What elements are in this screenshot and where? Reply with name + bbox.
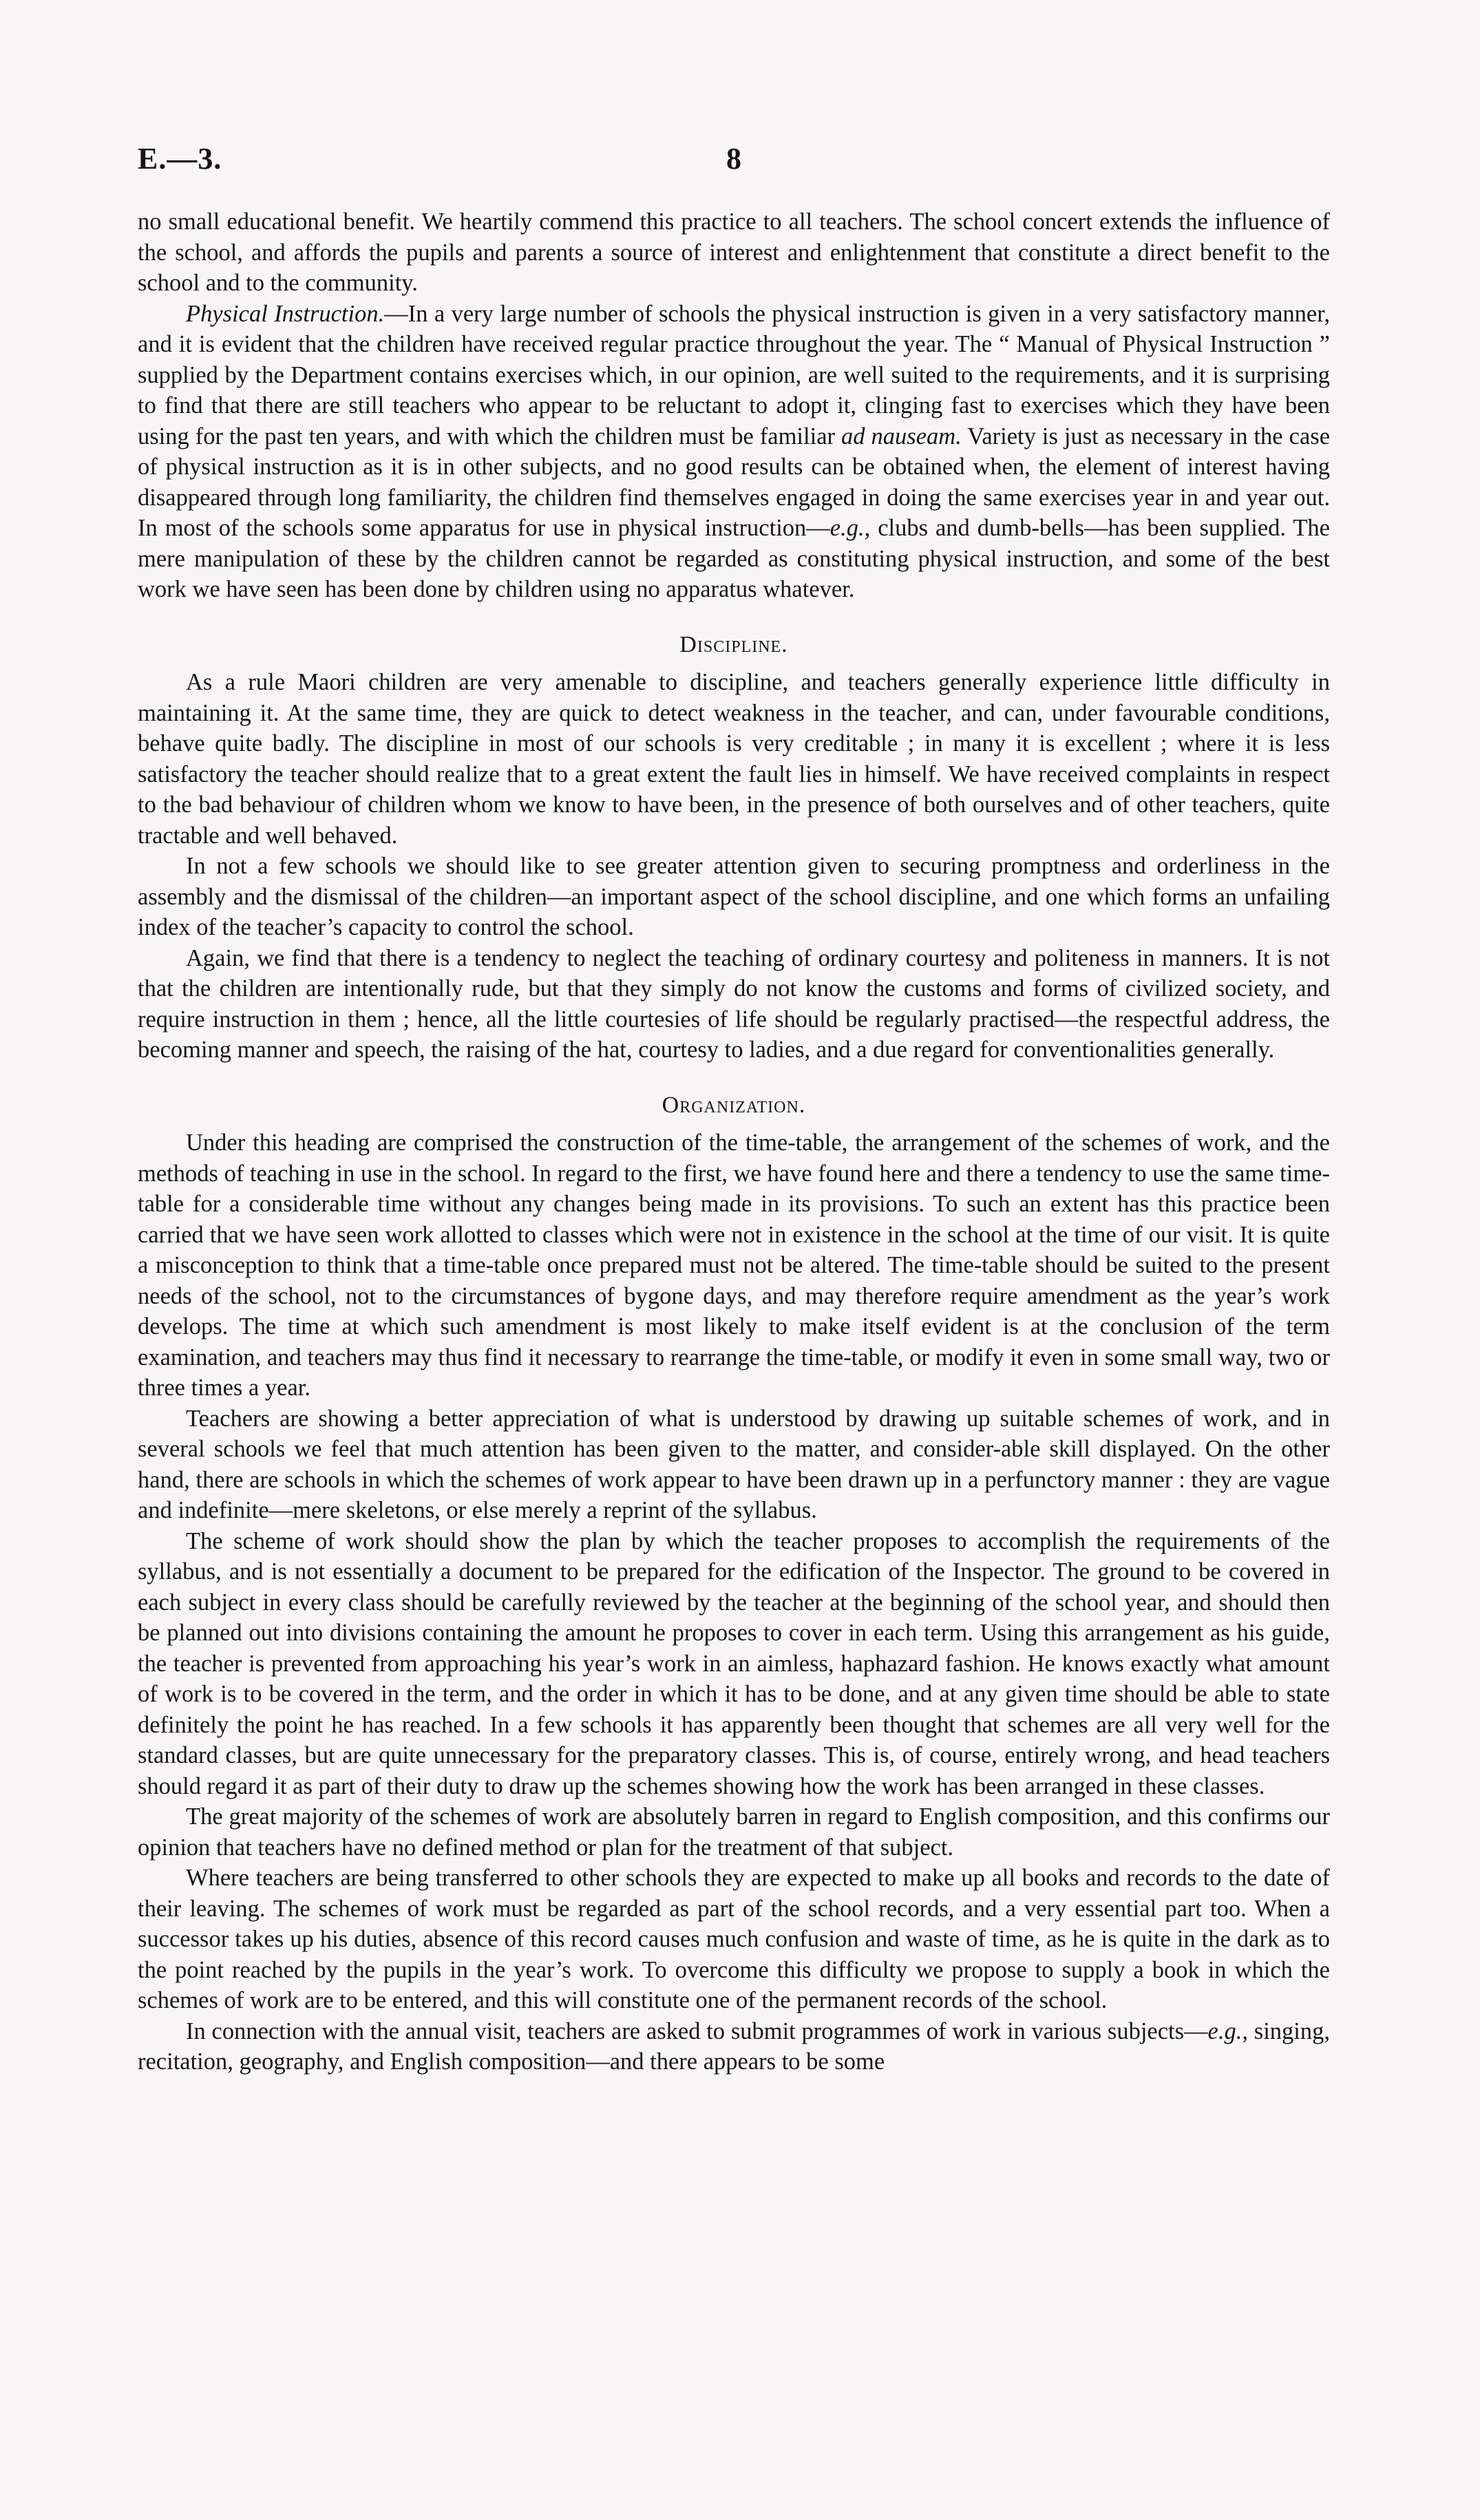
discipline-paragraph-2: In not a few schools we should like to see greater attention given to securing promptness and orderliness in the assembly and the dismissal of the children—an important aspect of the school discipline, and one which forms an unfailing index of the teacher’s capacity to control the school.	[138, 853, 1330, 940]
page-number: 8	[726, 142, 741, 176]
organization-paragraph-3: The scheme of work should show the plan by which the teacher proposes to accomplish the requirements of the syllabus, and is not essentially a document to be prepared for the edification of the Inspector. The ground to be covered in each subject in every class should be carefully reviewed by the teacher at the beginning of the school year, and should then be planned out into divisions containing the amount he proposes to cover in each term. Using this arrangement as his guide, the teacher is prevented from approaching his year’s work in an aimless, haphazard fashion. He knows exactly what amount of work is to be covered in the term, and the order in which it has to be done, and at any given time should be able to state definitely the point he has reached. In a few schools it has apparently been thought that schemes are all very well for the standard classes, but are quite unnecessary for the preparatory classes. This is, of course, entirely wrong, and head teachers should regard it as part of their duty to draw up the schemes showing how the work has been arranged in these classes.	[138, 1527, 1330, 1799]
document-reference: E.—3.	[138, 142, 222, 176]
physical-instruction-text-3: clubs and dumb-bells—has been supplied. The mere manipulation of these by the children cannot be regarded as constituting physical instruction, and some of the best work we have seen has been done by children using no apparatus whatever.	[138, 515, 1330, 602]
physical-instruction-text-2: Variety is just as necessary in the case of physical instruction as it is in other subjects, and no good results can be obtained when, the element of interest having disappeared through long familiarity, the children find themselves engaged in doing the same exercises year in and year out. In most of the schools some apparatus for use in physical instruction—	[138, 423, 1331, 541]
physical-instruction-heading: Physical Instruction.	[186, 300, 385, 327]
discipline-paragraph-1: As a rule Maori children are very amenable to discipline, and teachers generally experience little difficulty in maintaining it. At the same time, they are quick to detect weakness in the teacher, and can, under favourable conditions, behave quite badly. The discipline in most of our schools is very creditable ; in many it is excellent ; where it is less satisfactory the teacher should realize that to a great extent the fault lies in himself. We have received complaints in respect to the bad behaviour of children whom we know to have been, in the presence of both ourselves and of other teachers, quite tractable and well behaved.	[138, 669, 1330, 849]
organization-paragraph-2: Teachers are showing a better appreciation of what is understood by drawing up suitable schemes of work, and in several schools we feel that much attention has been given to the matter, and consider-able skill displayed. On the other hand, there are schools in which the schemes of work appear to have been drawn up in a perfunctory manner : they are vague and indefinite—mere skeletons, or else merely a reprint of the syllabus.	[138, 1405, 1330, 1523]
organization-paragraph-4: The great majority of the schemes of work are absolutely barren in regard to English composition, and this confirms our opinion that teachers have no defined method or plan for the treatment of that subject.	[138, 1803, 1330, 1861]
paragraph-physical-instruction	[138, 299, 1330, 605]
organization-paragraph-6-text-2: singing, recitation, geography, and English composition—and there appears to be some	[138, 2018, 1330, 2075]
organization-paragraph-1: Under this heading are comprised the construction of the time-table, the arrangement of the schemes of work, and the methods of teaching in use in the school. In regard to the first, we have found here and there a tendency to use the same time-table for a considerable time without any changes being made in its provisions. To such an extent has this practice been carried that we have seen work allotted to classes which were not in existence in the school at the time of our visit. It is quite a misconception to think that a time-table once prepared must not be altered. The time-table should be suited to the present needs of the school, not to the circumstances of bygone days, and may therefore require amendment as the year’s work develops. The time at which such amendment is most likely to make itself evident is at the conclusion of the term examination, and teachers may thus find it necessary to rearrange the time-table, or modify it even in some small way, two or three times a year.	[138, 1130, 1330, 1401]
organization-heading: Organization.	[662, 1092, 806, 1118]
eg-abbreviation-1: e.g.,	[829, 515, 871, 541]
eg-abbreviation-2: e.g.,	[1207, 2018, 1248, 2044]
discipline-paragraph-3: Again, we find that there is a tendency to neglect the teaching of ordinary courtesy and politeness in manners. It is not that the children are intentionally rude, but that they simply do not know the customs and forms of civilized society, and require instruction in them ; hence, all the little courtesies of life should be regularly practised—the respectful address, the becoming manner and speech, the raising of the hat, courtesy to ladies, and a due regard for conventionalities generally.	[138, 944, 1330, 1063]
physical-instruction-text-1: —In a very large number of schools the physical instruction is given in a very satisfactory manner, and it is evident that the children have received regular practice throughout the year. The “ Manual of Physical Instruction ” supplied by the Department contains exercises which, in our opinion, are well suited to the requirements, and it is surprising to find that there are still teachers who appear to be reluctant to adopt it, clinging fast to exercises which they have been using for the past ten years, and with which the children must be familiar	[138, 300, 1330, 449]
paragraph-concert: no small educational benefit. We heartily commend this practice to all teachers. The school concert extends the influence of the school, and affords the pupils and parents a source of interest and enlightenment that constitute a direct benefit to the school and to the community.	[138, 209, 1330, 296]
organization-paragraph-6-text-1: In connection with the annual visit, teachers are asked to submit programmes of work in various subjects—	[186, 2018, 1208, 2044]
organization-paragraph-5: Where teachers are being transferred to other schools they are expected to make up all books and records to the date of their leaving. The schemes of work must be regarded as part of the school records, and a very essential part too. When a successor takes up his duties, absence of this record causes much confusion and waste of time, as he is quite in the dark as to the point reached by the pupils in the year’s work. To overcome this difficulty we propose to supply a book in which the schemes of work are to be entered, and this will constitute one of the permanent records of the school.	[138, 1865, 1330, 2013]
page-body	[138, 207, 1330, 2077]
discipline-heading: Discipline.	[679, 631, 788, 657]
organization-paragraph-6	[138, 2016, 1330, 2077]
ad-nauseam-phrase: ad nauseam.	[841, 423, 962, 449]
